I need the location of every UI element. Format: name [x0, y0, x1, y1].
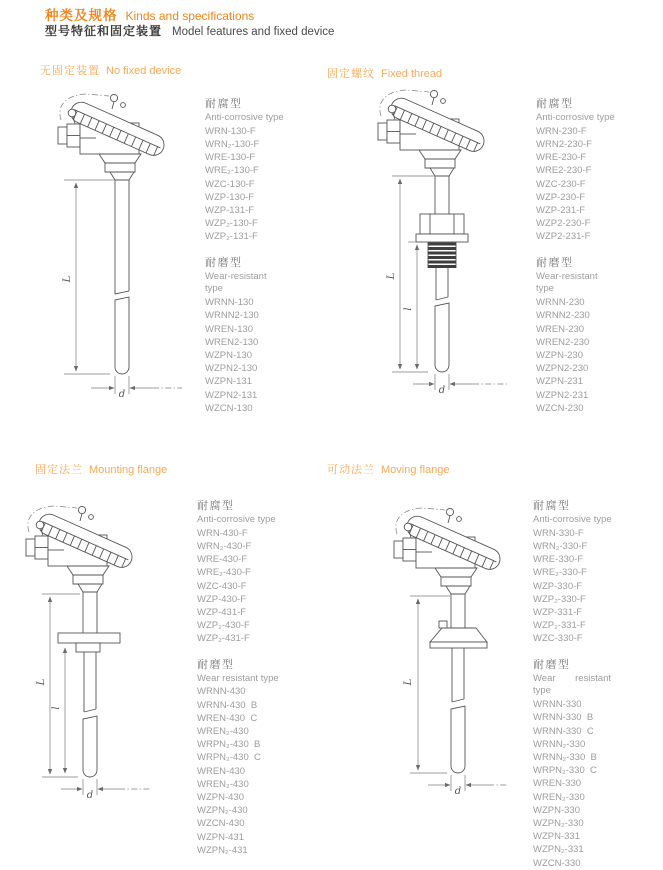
- model-number: WZC-430-F: [197, 580, 247, 592]
- model-number: WZPN-430: [197, 792, 244, 804]
- model-group-anti-corrosive: [205, 97, 285, 244]
- group-type-zh: 耐磨型: [205, 256, 243, 269]
- model-number: WRNN₂-330 B: [533, 752, 597, 764]
- model-number: WRN₂-130-F: [205, 139, 260, 150]
- section-title-zh: 无固定装置: [40, 65, 100, 77]
- page-title-en: Kinds and specifications: [125, 9, 255, 23]
- model-number: WRN-330-F: [533, 527, 584, 539]
- section-title: [327, 461, 450, 477]
- dimension-label-L: L: [36, 678, 47, 686]
- group-type-zh: 耐腐型: [205, 98, 243, 110]
- model-number: WRNN-330: [533, 699, 582, 711]
- section-title: [40, 62, 181, 78]
- group-type-en: Wear resistant type: [533, 672, 611, 697]
- model-number: WZP2-230-F: [536, 218, 591, 230]
- model-number: WRPN₂-430 C: [197, 752, 261, 764]
- group-type-zh: 耐腐型: [536, 98, 574, 110]
- model-number: WRN-130-F: [205, 125, 256, 137]
- model-number: WZP₂-430-F: [197, 620, 250, 632]
- model-group-anti-corrosive: [536, 97, 616, 244]
- model-list: [536, 125, 616, 244]
- model-lists: [205, 97, 285, 415]
- group-type-en: Anti-corrosive type: [536, 112, 615, 123]
- model-number: WZPN₂-431: [197, 844, 248, 856]
- model-number: WZP-130-F: [205, 191, 255, 203]
- model-number: WZP₂-331-F: [533, 620, 586, 632]
- group-type-zh: 耐磨型: [197, 658, 235, 671]
- model-number: WZCN-230: [536, 402, 584, 414]
- page-subtitle-row: [45, 22, 334, 40]
- model-number: WZPN2-231: [536, 389, 589, 401]
- model-number: WRPN₂-330 C: [533, 765, 597, 777]
- dimension-label-d: d: [118, 389, 126, 400]
- model-number: WZCN-430: [197, 818, 245, 830]
- model-list: [533, 698, 637, 870]
- model-number: WRNN-330 C: [533, 725, 594, 737]
- model-number: WREN₂-330: [533, 791, 585, 803]
- model-lists: [536, 97, 616, 415]
- model-number: WRNN2-130: [205, 310, 259, 322]
- model-number: WRN2-230-F: [536, 139, 592, 150]
- model-list: [205, 125, 285, 244]
- page-subtitle-zh: 型号特征和固定装置: [45, 24, 163, 38]
- group-type-en: Wear-resistant type: [205, 270, 267, 295]
- model-number: WRPN₂-430 B: [197, 739, 261, 751]
- model-number: WREN2-230: [536, 336, 590, 348]
- model-number: WRE₂-330-F: [533, 567, 587, 579]
- group-type-en: Wear resistant type: [197, 672, 279, 684]
- model-number: WREN-230: [536, 323, 585, 335]
- dimension-label-L: L: [403, 678, 414, 686]
- model-number: WZPN-230: [536, 350, 583, 362]
- model-number: WZP-431-F: [197, 607, 247, 619]
- model-group-wear-resistant: [536, 256, 616, 415]
- model-number: WRNN-430 B: [197, 699, 258, 711]
- thermocouple-diagram-moving-flange: [355, 490, 525, 855]
- group-type-zh: 耐磨型: [536, 256, 574, 269]
- section-title-en: Moving flange: [381, 464, 450, 476]
- model-number: WZPN2-130: [205, 363, 258, 375]
- model-number: WREN₂-430: [197, 778, 249, 790]
- model-number: WZPN-231: [536, 376, 583, 388]
- model-number: WRN-430-F: [197, 527, 248, 539]
- model-number: WRNN-330 B: [533, 712, 594, 724]
- model-list: [533, 527, 637, 646]
- section-title: [327, 65, 442, 81]
- dimension-label-L: L: [62, 275, 73, 283]
- model-number: WREN₂-430: [197, 726, 249, 738]
- model-number: WRNN-130: [205, 297, 254, 309]
- model-number: WRE2-230-F: [536, 165, 592, 177]
- model-number: WZPN2-131: [205, 389, 258, 401]
- section-title: [35, 461, 167, 477]
- page-subtitle-en: Model features and fixed device: [172, 26, 335, 38]
- model-number: WZP-331-F: [533, 607, 583, 619]
- model-number: WZPN-330: [533, 804, 580, 816]
- dimension-label-d: d: [438, 385, 446, 396]
- model-lists: [533, 499, 637, 870]
- model-list: [197, 685, 301, 857]
- model-number: WZP-330-F: [533, 580, 583, 592]
- model-list: [197, 527, 301, 646]
- model-lists: [197, 499, 301, 857]
- model-number: WRE-230-F: [536, 152, 587, 164]
- model-number: WZCN-330: [533, 857, 581, 869]
- dimension-label-l: l: [403, 307, 414, 311]
- model-number: WREN-130: [205, 323, 254, 335]
- section-title-en: No fixed device: [106, 65, 182, 77]
- model-number: WRNN₂-330: [533, 738, 586, 750]
- model-group-anti-corrosive: [533, 499, 637, 646]
- model-number: WREN-430: [197, 765, 246, 777]
- group-type-en: Anti-corrosive type: [197, 514, 276, 525]
- model-number: WZP-430-F: [197, 593, 247, 605]
- model-number: WZPN₂-331: [533, 844, 584, 856]
- model-number: WRN-230-F: [536, 125, 587, 137]
- model-number: WZP₂-330-F: [533, 593, 586, 605]
- model-number: WZP₂-130-F: [205, 218, 258, 230]
- model-group-wear-resistant: [197, 658, 301, 857]
- model-group-anti-corrosive: [197, 499, 301, 646]
- section-title-zh: 可动法兰: [327, 464, 375, 476]
- model-number: WRE-330-F: [533, 554, 584, 566]
- model-number: WZC-330-F: [533, 633, 583, 645]
- model-number: WZCN-130: [205, 402, 253, 414]
- model-number: WREN2-130: [205, 336, 259, 348]
- dimension-label-d: d: [454, 786, 462, 797]
- group-type-zh: 耐腐型: [533, 500, 571, 512]
- model-list: [205, 296, 285, 415]
- model-number: WZP-230-F: [536, 191, 586, 203]
- model-number: WZP₂-131-F: [205, 231, 258, 243]
- model-number: WREN-330: [533, 778, 582, 790]
- model-number: WRNN2-230: [536, 310, 590, 322]
- dimension-label-d: d: [86, 790, 94, 801]
- model-number: WZP-231-F: [536, 205, 586, 217]
- dimension-label-L: L: [386, 272, 397, 280]
- model-number: WZPN₂-430: [197, 805, 248, 817]
- thermocouple-diagram-mounting-flange: [20, 490, 190, 855]
- model-number: WRNN-230: [536, 297, 585, 309]
- model-number: WZP₂-431-F: [197, 633, 250, 645]
- section-title-en: Mounting flange: [89, 464, 168, 476]
- model-number: WRNN-430: [197, 686, 246, 698]
- dimension-label-l: l: [51, 706, 62, 710]
- page-title-zh: 种类及规格: [45, 8, 118, 23]
- model-number: WREN-430 C: [197, 712, 258, 724]
- thermocouple-diagram-no-fixed-device: [30, 84, 190, 404]
- section-title-zh: 固定螺纹: [327, 68, 375, 80]
- model-number: WRE₂-130-F: [205, 165, 259, 177]
- model-number: WZPN-331: [533, 831, 580, 843]
- group-type-en: Anti-corrosive type: [205, 112, 284, 123]
- group-type-en: Wear-resistant type: [536, 270, 598, 295]
- model-number: WZP2-231-F: [536, 231, 591, 243]
- model-number: WZPN2-230: [536, 363, 589, 375]
- group-type-en: Anti-corrosive type: [533, 514, 612, 525]
- model-number: WRE-130-F: [205, 152, 256, 164]
- model-number: WZC-130-F: [205, 178, 255, 190]
- model-number: WZP-131-F: [205, 205, 255, 217]
- model-number: WRN₂-430-F: [197, 541, 252, 552]
- model-number: WRN₂-330-F: [533, 541, 588, 552]
- model-group-wear-resistant: [205, 256, 285, 415]
- model-number: WZPN₂-330: [533, 818, 584, 830]
- model-group-wear-resistant: [533, 658, 637, 870]
- model-number: WZPN-130: [205, 350, 252, 362]
- thermocouple-diagram-fixed-thread: [362, 84, 527, 404]
- model-number: WZPN-131: [205, 376, 252, 388]
- section-title-zh: 固定法兰: [35, 464, 83, 476]
- model-number: WZC-230-F: [536, 178, 586, 190]
- group-type-zh: 耐腐型: [197, 500, 235, 512]
- section-title-en: Fixed thread: [381, 68, 443, 80]
- model-number: WRE-430-F: [197, 554, 248, 566]
- model-number: WZPN-431: [197, 831, 244, 843]
- group-type-zh: 耐磨型: [533, 658, 571, 671]
- model-number: WRE₂-430-F: [197, 567, 251, 579]
- model-list: [536, 296, 616, 415]
